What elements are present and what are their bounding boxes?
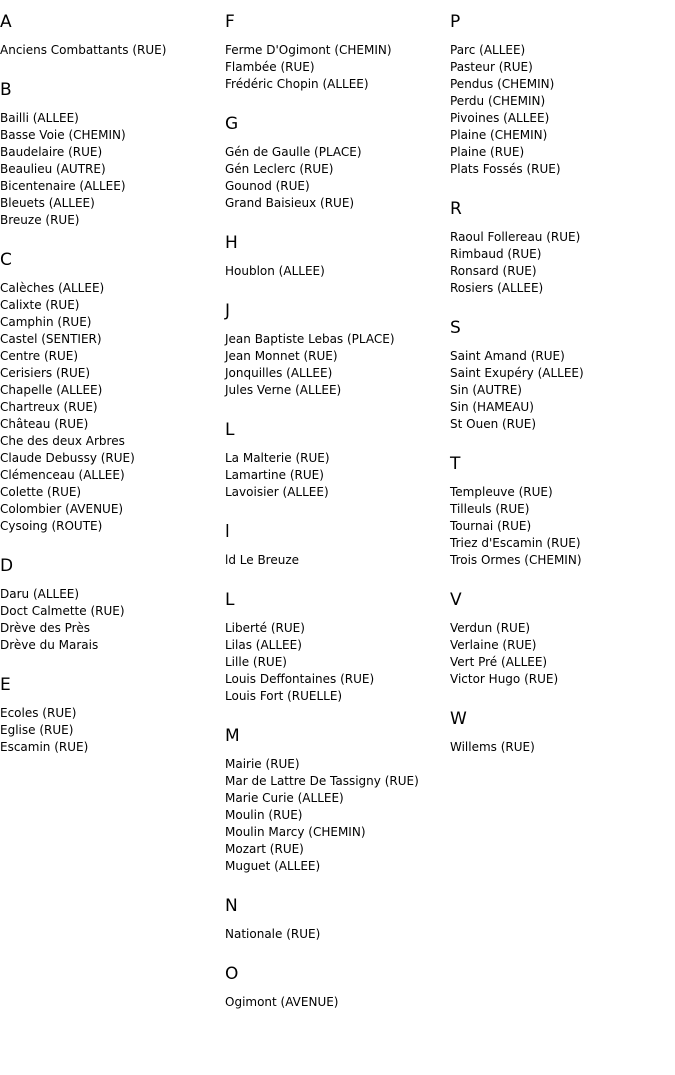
street-list <box>0 110 225 229</box>
letter-group <box>225 522 450 569</box>
street-list <box>225 331 450 399</box>
letter-heading: O <box>225 964 239 984</box>
street-item[interactable]: Sin (AUTRE) <box>450 383 522 397</box>
street-item[interactable]: Vert Pré (ALLEE) <box>450 655 548 669</box>
letter-heading: V <box>450 590 462 610</box>
street-item[interactable]: Jean Baptiste Lebas (PLACE) <box>225 332 395 346</box>
street-list <box>450 42 675 178</box>
street-item[interactable]: Drève du Marais <box>0 638 99 652</box>
street-item[interactable]: Ronsard (RUE) <box>450 264 537 278</box>
street-item[interactable]: Willems (RUE) <box>450 740 535 754</box>
street-item[interactable]: Templeuve (RUE) <box>450 485 553 499</box>
street-list <box>0 586 225 654</box>
letter-group <box>450 709 675 756</box>
street-item[interactable]: Jules Verne (ALLEE) <box>225 383 342 397</box>
street-item[interactable]: Ogimont (AVENUE) <box>225 995 339 1009</box>
street-item[interactable]: Pendus (CHEMIN) <box>450 77 555 91</box>
street-item[interactable]: Lilas (ALLEE) <box>225 638 302 652</box>
street-item[interactable]: Centre (RUE) <box>0 349 79 363</box>
street-item[interactable]: Gounod (RUE) <box>225 179 310 193</box>
street-item[interactable]: Muguet (ALLEE) <box>225 859 321 873</box>
index-column-1 <box>0 0 225 756</box>
letter-heading: F <box>225 12 235 32</box>
street-item[interactable]: Liberté (RUE) <box>225 621 305 635</box>
letter-heading: L <box>225 590 235 610</box>
street-item[interactable]: Basse Voie (CHEMIN) <box>0 128 126 142</box>
street-item[interactable]: Cerisiers (RUE) <box>0 366 91 380</box>
street-item[interactable]: Mar de Lattre De Tassigny (RUE) <box>225 774 419 788</box>
street-item[interactable]: Perdu (CHEMIN) <box>450 94 546 108</box>
street-item[interactable]: Calèches (ALLEE) <box>0 281 105 295</box>
street-item[interactable]: Verlaine (RUE) <box>450 638 537 652</box>
letter-heading: l <box>225 522 230 542</box>
street-item[interactable]: Mairie (RUE) <box>225 757 300 771</box>
letter-heading: C <box>0 250 12 270</box>
letter-group <box>450 12 675 178</box>
street-list <box>0 280 225 535</box>
street-item[interactable]: St Ouen (RUE) <box>450 417 537 431</box>
street-item[interactable]: Jonquilles (ALLEE) <box>225 366 333 380</box>
street-item[interactable]: Lavoisier (ALLEE) <box>225 485 329 499</box>
street-item[interactable]: Gén Leclerc (RUE) <box>225 162 334 176</box>
street-item[interactable]: Jean Monnet (RUE) <box>225 349 338 363</box>
letter-group <box>0 675 225 756</box>
street-item[interactable]: Mozart (RUE) <box>225 842 304 856</box>
street-item[interactable]: Triez d'Escamin (RUE) <box>450 536 581 550</box>
street-item[interactable]: Marie Curie (ALLEE) <box>225 791 344 805</box>
street-list <box>225 994 450 1011</box>
street-item[interactable]: Doct Calmette (RUE) <box>0 604 125 618</box>
street-item[interactable]: Trois Ormes (CHEMIN) <box>450 553 582 567</box>
street-list <box>225 450 450 501</box>
letter-heading: A <box>0 12 12 32</box>
street-list <box>450 620 675 688</box>
street-item[interactable]: Drève des Près <box>0 621 90 635</box>
letter-heading: J <box>225 301 231 321</box>
street-item[interactable]: Château (RUE) <box>0 417 89 431</box>
street-item[interactable]: Pivoines (ALLEE) <box>450 111 550 125</box>
street-list <box>450 484 675 569</box>
street-item[interactable]: Pasteur (RUE) <box>450 60 533 74</box>
street-list <box>225 144 450 212</box>
street-list <box>225 756 450 875</box>
street-list <box>225 263 450 280</box>
letter-group <box>450 318 675 433</box>
letter-group <box>225 964 450 1011</box>
street-item[interactable]: Plaine (CHEMIN) <box>450 128 548 142</box>
street-item[interactable]: Tilleuls (RUE) <box>450 502 530 516</box>
street-item[interactable]: Moulin (RUE) <box>225 808 303 822</box>
street-item[interactable]: Raoul Follereau (RUE) <box>450 230 581 244</box>
letter-heading: G <box>225 114 239 134</box>
street-item[interactable]: Eglise (RUE) <box>0 723 74 737</box>
street-item[interactable]: Che des deux Arbres <box>0 434 125 448</box>
street-item[interactable]: Cysoing (ROUTE) <box>0 519 103 533</box>
letter-group <box>225 114 450 212</box>
letter-heading: M <box>225 726 240 746</box>
letter-group <box>0 250 225 535</box>
street-item[interactable]: Bicentenaire (ALLEE) <box>0 179 126 193</box>
street-list <box>0 42 225 59</box>
street-item[interactable]: Louis Deffontaines (RUE) <box>225 672 375 686</box>
street-item[interactable]: Escamin (RUE) <box>0 740 89 754</box>
street-list <box>225 552 450 569</box>
street-list <box>225 42 450 93</box>
street-list <box>225 620 450 705</box>
street-item[interactable]: Ferme D'Ogimont (CHEMIN) <box>225 43 392 57</box>
letter-group <box>225 420 450 501</box>
letter-group <box>225 590 450 705</box>
letter-heading: D <box>0 556 14 576</box>
letter-group <box>225 12 450 93</box>
letter-group <box>450 199 675 297</box>
street-list <box>450 348 675 433</box>
letter-group <box>225 726 450 875</box>
letter-group <box>0 80 225 229</box>
letter-heading: S <box>450 318 461 338</box>
street-item[interactable]: Daru (ALLEE) <box>0 587 80 601</box>
street-item[interactable]: Castel (SENTIER) <box>0 332 102 346</box>
street-item[interactable]: Sin (HAMEAU) <box>450 400 534 414</box>
street-item[interactable]: Saint Exupéry (ALLEE) <box>450 366 584 380</box>
letter-heading: B <box>0 80 12 100</box>
street-item[interactable]: Plats Fossés (RUE) <box>450 162 561 176</box>
street-item[interactable]: Grand Baisieux (RUE) <box>225 196 355 210</box>
street-item[interactable]: Rosiers (ALLEE) <box>450 281 544 295</box>
street-item[interactable]: Moulin Marcy (CHEMIN) <box>225 825 366 839</box>
street-item[interactable]: Parc (ALLEE) <box>450 43 526 57</box>
street-item[interactable]: Bleuets (ALLEE) <box>0 196 95 210</box>
letter-group <box>225 896 450 943</box>
street-list <box>0 705 225 756</box>
index-column-3 <box>450 0 675 756</box>
street-item[interactable]: Houblon (ALLEE) <box>225 264 325 278</box>
street-item[interactable]: La Malterie (RUE) <box>225 451 330 465</box>
letter-group <box>450 590 675 688</box>
letter-heading: P <box>450 12 461 32</box>
letter-group <box>225 301 450 399</box>
street-list <box>450 739 675 756</box>
street-item[interactable]: Claude Debussy (RUE) <box>0 451 135 465</box>
street-item[interactable]: Nationale (RUE) <box>225 927 321 941</box>
street-item[interactable]: Frédéric Chopin (ALLEE) <box>225 77 369 91</box>
street-item[interactable]: Lamartine (RUE) <box>225 468 324 482</box>
letter-heading: T <box>450 454 461 474</box>
street-item[interactable]: Rimbaud (RUE) <box>450 247 542 261</box>
letter-heading: N <box>225 896 238 916</box>
street-item[interactable]: Flambée (RUE) <box>225 60 315 74</box>
street-item[interactable]: Colette (RUE) <box>0 485 82 499</box>
letter-heading: L <box>225 420 235 440</box>
street-item[interactable]: Anciens Combattants (RUE) <box>0 43 167 57</box>
index-column-2 <box>225 0 450 1011</box>
street-item[interactable]: Clémenceau (ALLEE) <box>0 468 125 482</box>
letter-heading: H <box>225 233 238 253</box>
street-item[interactable]: Colombier (AVENUE) <box>0 502 124 516</box>
street-item[interactable]: Saint Amand (RUE) <box>450 349 565 363</box>
letter-heading: R <box>450 199 462 219</box>
street-item[interactable]: Calixte (RUE) <box>0 298 80 312</box>
street-item[interactable]: ld Le Breuze <box>225 553 300 567</box>
letter-group <box>450 454 675 569</box>
street-item[interactable]: Tournai (RUE) <box>450 519 532 533</box>
letter-heading: E <box>0 675 11 695</box>
street-item[interactable]: Beaulieu (AUTRE) <box>0 162 106 176</box>
street-list <box>450 229 675 297</box>
street-item[interactable]: Lille (RUE) <box>225 655 287 669</box>
street-item[interactable]: Verdun (RUE) <box>450 621 531 635</box>
street-item[interactable]: Camphin (RUE) <box>0 315 92 329</box>
street-list <box>225 926 450 943</box>
letter-group <box>0 556 225 654</box>
street-item[interactable]: Chartreux (RUE) <box>0 400 98 414</box>
letter-group <box>0 12 225 59</box>
street-item[interactable]: Gén de Gaulle (PLACE) <box>225 145 362 159</box>
street-item[interactable]: Plaine (RUE) <box>450 145 525 159</box>
street-item[interactable]: Victor Hugo (RUE) <box>450 672 559 686</box>
letter-group <box>225 233 450 280</box>
street-item[interactable]: Bailli (ALLEE) <box>0 111 79 125</box>
street-item[interactable]: Ecoles (RUE) <box>0 706 77 720</box>
letter-heading: W <box>450 709 467 729</box>
street-item[interactable]: Breuze (RUE) <box>0 213 80 227</box>
street-item[interactable]: Baudelaire (RUE) <box>0 145 103 159</box>
street-item[interactable]: Chapelle (ALLEE) <box>0 383 103 397</box>
street-item[interactable]: Louis Fort (RUELLE) <box>225 689 343 703</box>
